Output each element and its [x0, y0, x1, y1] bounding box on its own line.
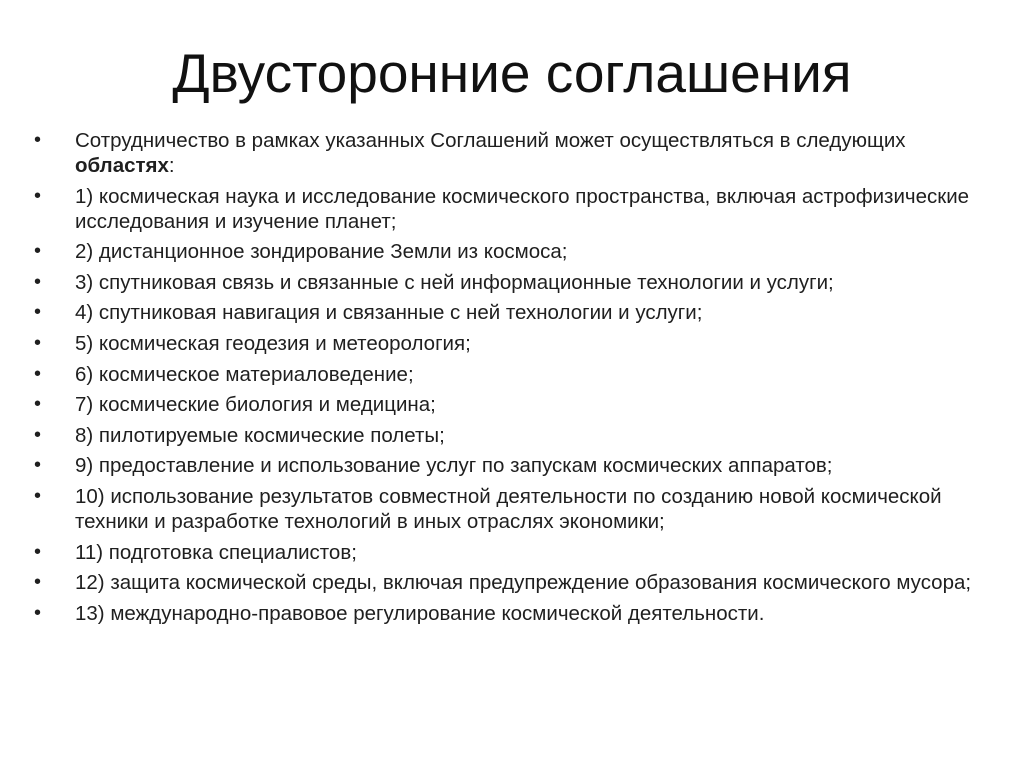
list-item	[30, 239, 990, 264]
list-item-text: 5) космическая геодезия и метеорология;	[75, 331, 471, 355]
list-item-text: 3) спутниковая связь и связанные с ней информационные технологии и услуги;	[75, 270, 834, 294]
bullet-icon: •	[34, 454, 42, 477]
intro-colon: :	[168, 154, 175, 177]
bullet-icon: •	[34, 301, 42, 324]
list-item	[30, 570, 990, 595]
list-item-text: 7) космические биология и медицина;	[75, 393, 436, 417]
list-item-text: 10) использование результатов совместной деятельности по созданию новой космической техники и разработке технологий в иных отраслях экономики;	[75, 484, 942, 533]
list-item-text: 13) международно-правовое регулирование космической деятельности.	[75, 601, 765, 625]
bullet-icon: •	[34, 362, 42, 385]
list-item	[30, 300, 990, 325]
intro-bold-text: областях	[75, 154, 169, 177]
bullet-list	[30, 128, 990, 631]
list-item	[30, 331, 990, 356]
list-item	[30, 184, 990, 234]
bullet-icon: •	[34, 240, 42, 263]
list-item-intro	[30, 128, 990, 178]
bullet-icon: •	[34, 601, 42, 624]
bullet-icon: •	[34, 571, 42, 594]
bullet-icon: •	[34, 423, 42, 446]
list-item-text: 4) спутниковая навигация и связанные с ней технологии и услуги;	[75, 301, 703, 325]
bullet-icon: •	[34, 393, 42, 416]
slide-title: Двусторонние соглашения	[172, 42, 852, 104]
list-item	[30, 392, 990, 417]
list-item	[30, 484, 990, 534]
list-item-text: 9) предоставление и использование услуг по запускам космических аппаратов;	[75, 454, 833, 478]
list-item-text: 11) подготовка специалистов;	[75, 540, 357, 564]
list-item	[30, 540, 990, 565]
bullet-icon: •	[34, 184, 42, 207]
list-item-text: 2) дистанционное зондирование Земли из космоса;	[75, 240, 568, 264]
list-item-text: 12) защита космической среды, включая предупреждение образования космического мусора;	[75, 571, 972, 595]
intro-text: Сотрудничество в рамках указанных Соглашений может осуществляться в следующих	[75, 129, 906, 152]
list-item	[30, 270, 990, 295]
bullet-icon: •	[34, 129, 42, 151]
bullet-icon: •	[34, 270, 42, 293]
bullet-icon: •	[34, 540, 42, 563]
bullet-icon: •	[34, 331, 42, 354]
list-item-text: 6) космическое материаловедение;	[75, 362, 414, 386]
list-item	[30, 362, 990, 387]
list-item	[30, 453, 990, 478]
list-item-text: 1) космическая наука и исследование космического пространства, включая астрофизические исследования и изучение планет;	[75, 184, 970, 233]
list-item	[30, 601, 990, 626]
list-item	[30, 423, 990, 448]
bullet-icon: •	[34, 484, 42, 507]
list-item-text: 8) пилотируемые космические полеты;	[75, 423, 445, 447]
